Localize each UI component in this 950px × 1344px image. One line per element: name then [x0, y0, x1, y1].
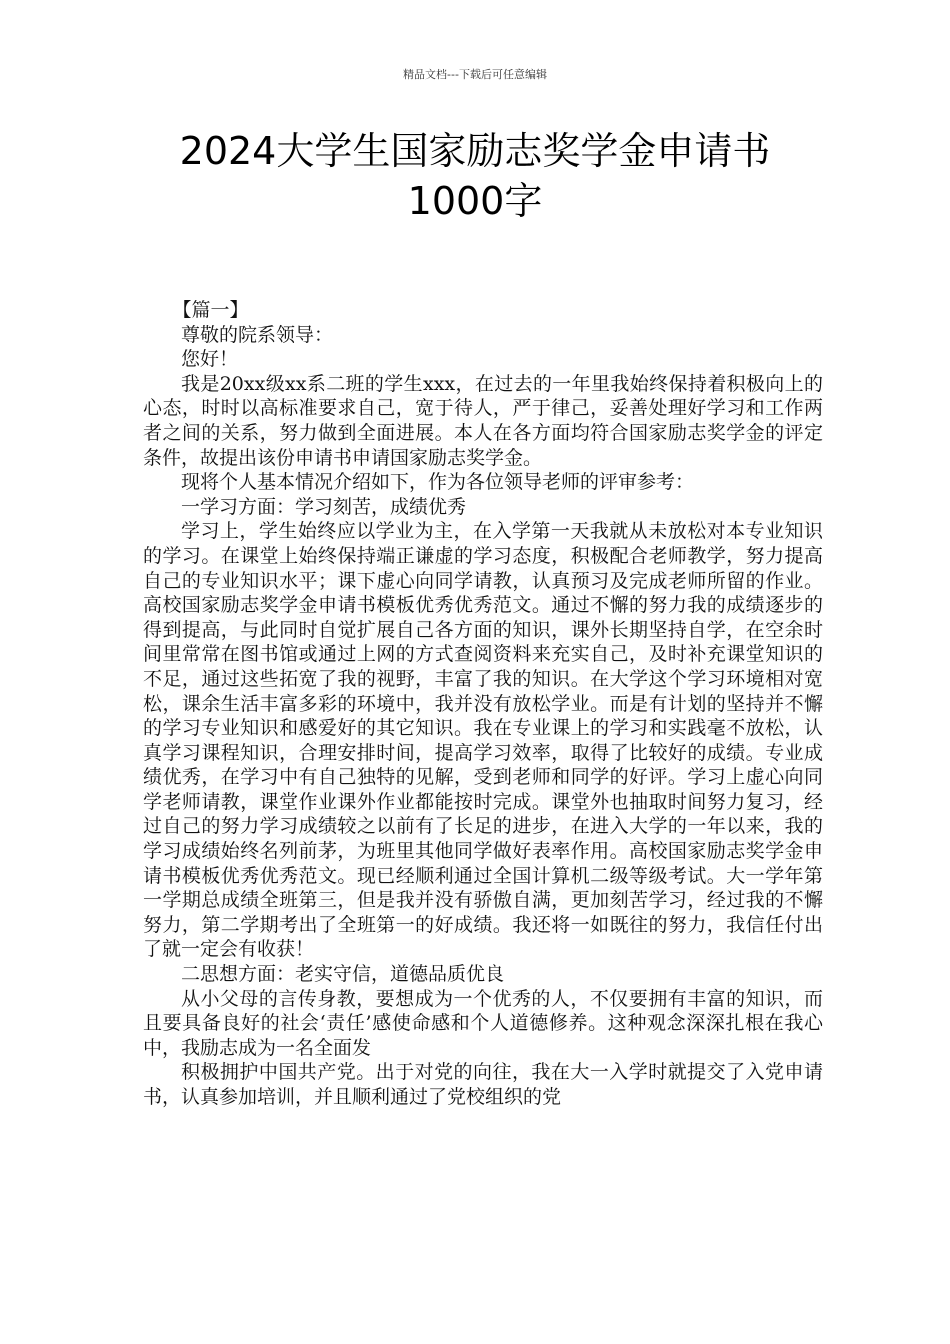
paragraph-intro: 我是20xx级xx系二班的学生xxx，在过去的一年里我始终保持着积极向上的心态，时时以高标准要求自己，宽于待人，严于律己，妥善处理好学习和工作两者之间的关系，努力做到全面进展。本人在各方面均符合国家励志奖学金的评定条件，故提出该份申请书申请国家励志奖学金。 [143, 372, 823, 469]
subheading-ideology: 二思想方面：老实守信，道德品质优良 [181, 963, 505, 986]
salutation: 尊敬的院系领导： [181, 323, 334, 346]
subheading-study: 一学习方面：学习刻苦，成绩优秀 [181, 495, 467, 518]
paragraph-party: 积极拥护中国共产党。出于对党的向往，我在大一入学时就提交了入党申请书，认真参加培训，并且顺利通过了党校组织的党 [143, 1061, 823, 1108]
page-header: 精品文档---下载后可任意编辑 [403, 68, 547, 81]
document-title [0, 126, 950, 226]
document-title-line-1: 2024大学生国家励志奖学金申请书 [179, 129, 771, 173]
section-label: 【篇一】 [172, 299, 249, 321]
paragraph-study: 学习上，学生始终应以学业为主，在入学第一天我就从未放松对本专业知识的学习。在课堂上始终保持端正谦虚的学习态度，积极配合老师教学，努力提高自己的专业知识水平；课下虚心向同学请教，认真预习及完成老师所留的作业。高校国家励志奖学金申请书模板优秀优秀范文。通过不懈的努力我的成绩逐步的得到提高，与此同时自觉扩展自己各方面的知识，课外长期坚持自学，在空余时间里常常在图书馆或通过上网的方式查阅资料来充实自己，及时补充课堂知识的不足，通过这些拓宽了我的视野，丰富了我的知识。在大学这个学习环境相对宽松，课余生活丰富多彩的环境中，我并没有放松学业。而是有计划的坚持并不懈的学习专业知识和感爱好的其它知识。我在专业课上的学习和实践毫不放松，认真学习课程知识，合理安排时间，提高学习效率，取得了比较好的成绩。专业成绩优秀，在学习中有自己独特的见解，受到老师和同学的好评。学习上虚心向同学老师请教，课堂作业课外作业都能按时完成。课堂外也抽取时间努力复习，经过自己的努力学习成绩较之以前有了长足的进步，在进入大学的一年以来，我的学习成绩始终名列前茅，为班里其他同学做好表率作用。高校国家励志奖学金申请书模板优秀优秀范文。现已经顺利通过全国计算机二级等级考试。大一学年第一学期总成绩全班第三，但是我并没有骄傲自满，更加刻苦学习，经过我的不懈努力，第二学期考出了全班第一的好成绩。我还将一如既往的努力，我信任付出了就一定会有收获！ [143, 520, 823, 961]
paragraph-ideology: 从小父母的言传身教，要想成为一个优秀的人，不仅要拥有丰富的知识，而且要具备良好的社会‘责任’感使命感和个人道德修养。这种观念深深扎根在我心中，我励志成为一名全面发 [143, 987, 823, 1059]
document-body [143, 298, 823, 1110]
document-title-line-2: 1000字 [407, 179, 543, 223]
paragraph-overview: 现将个人基本情况介绍如下，作为各位领导老师的评审参考： [181, 471, 695, 494]
greeting: 您好！ [181, 348, 239, 371]
